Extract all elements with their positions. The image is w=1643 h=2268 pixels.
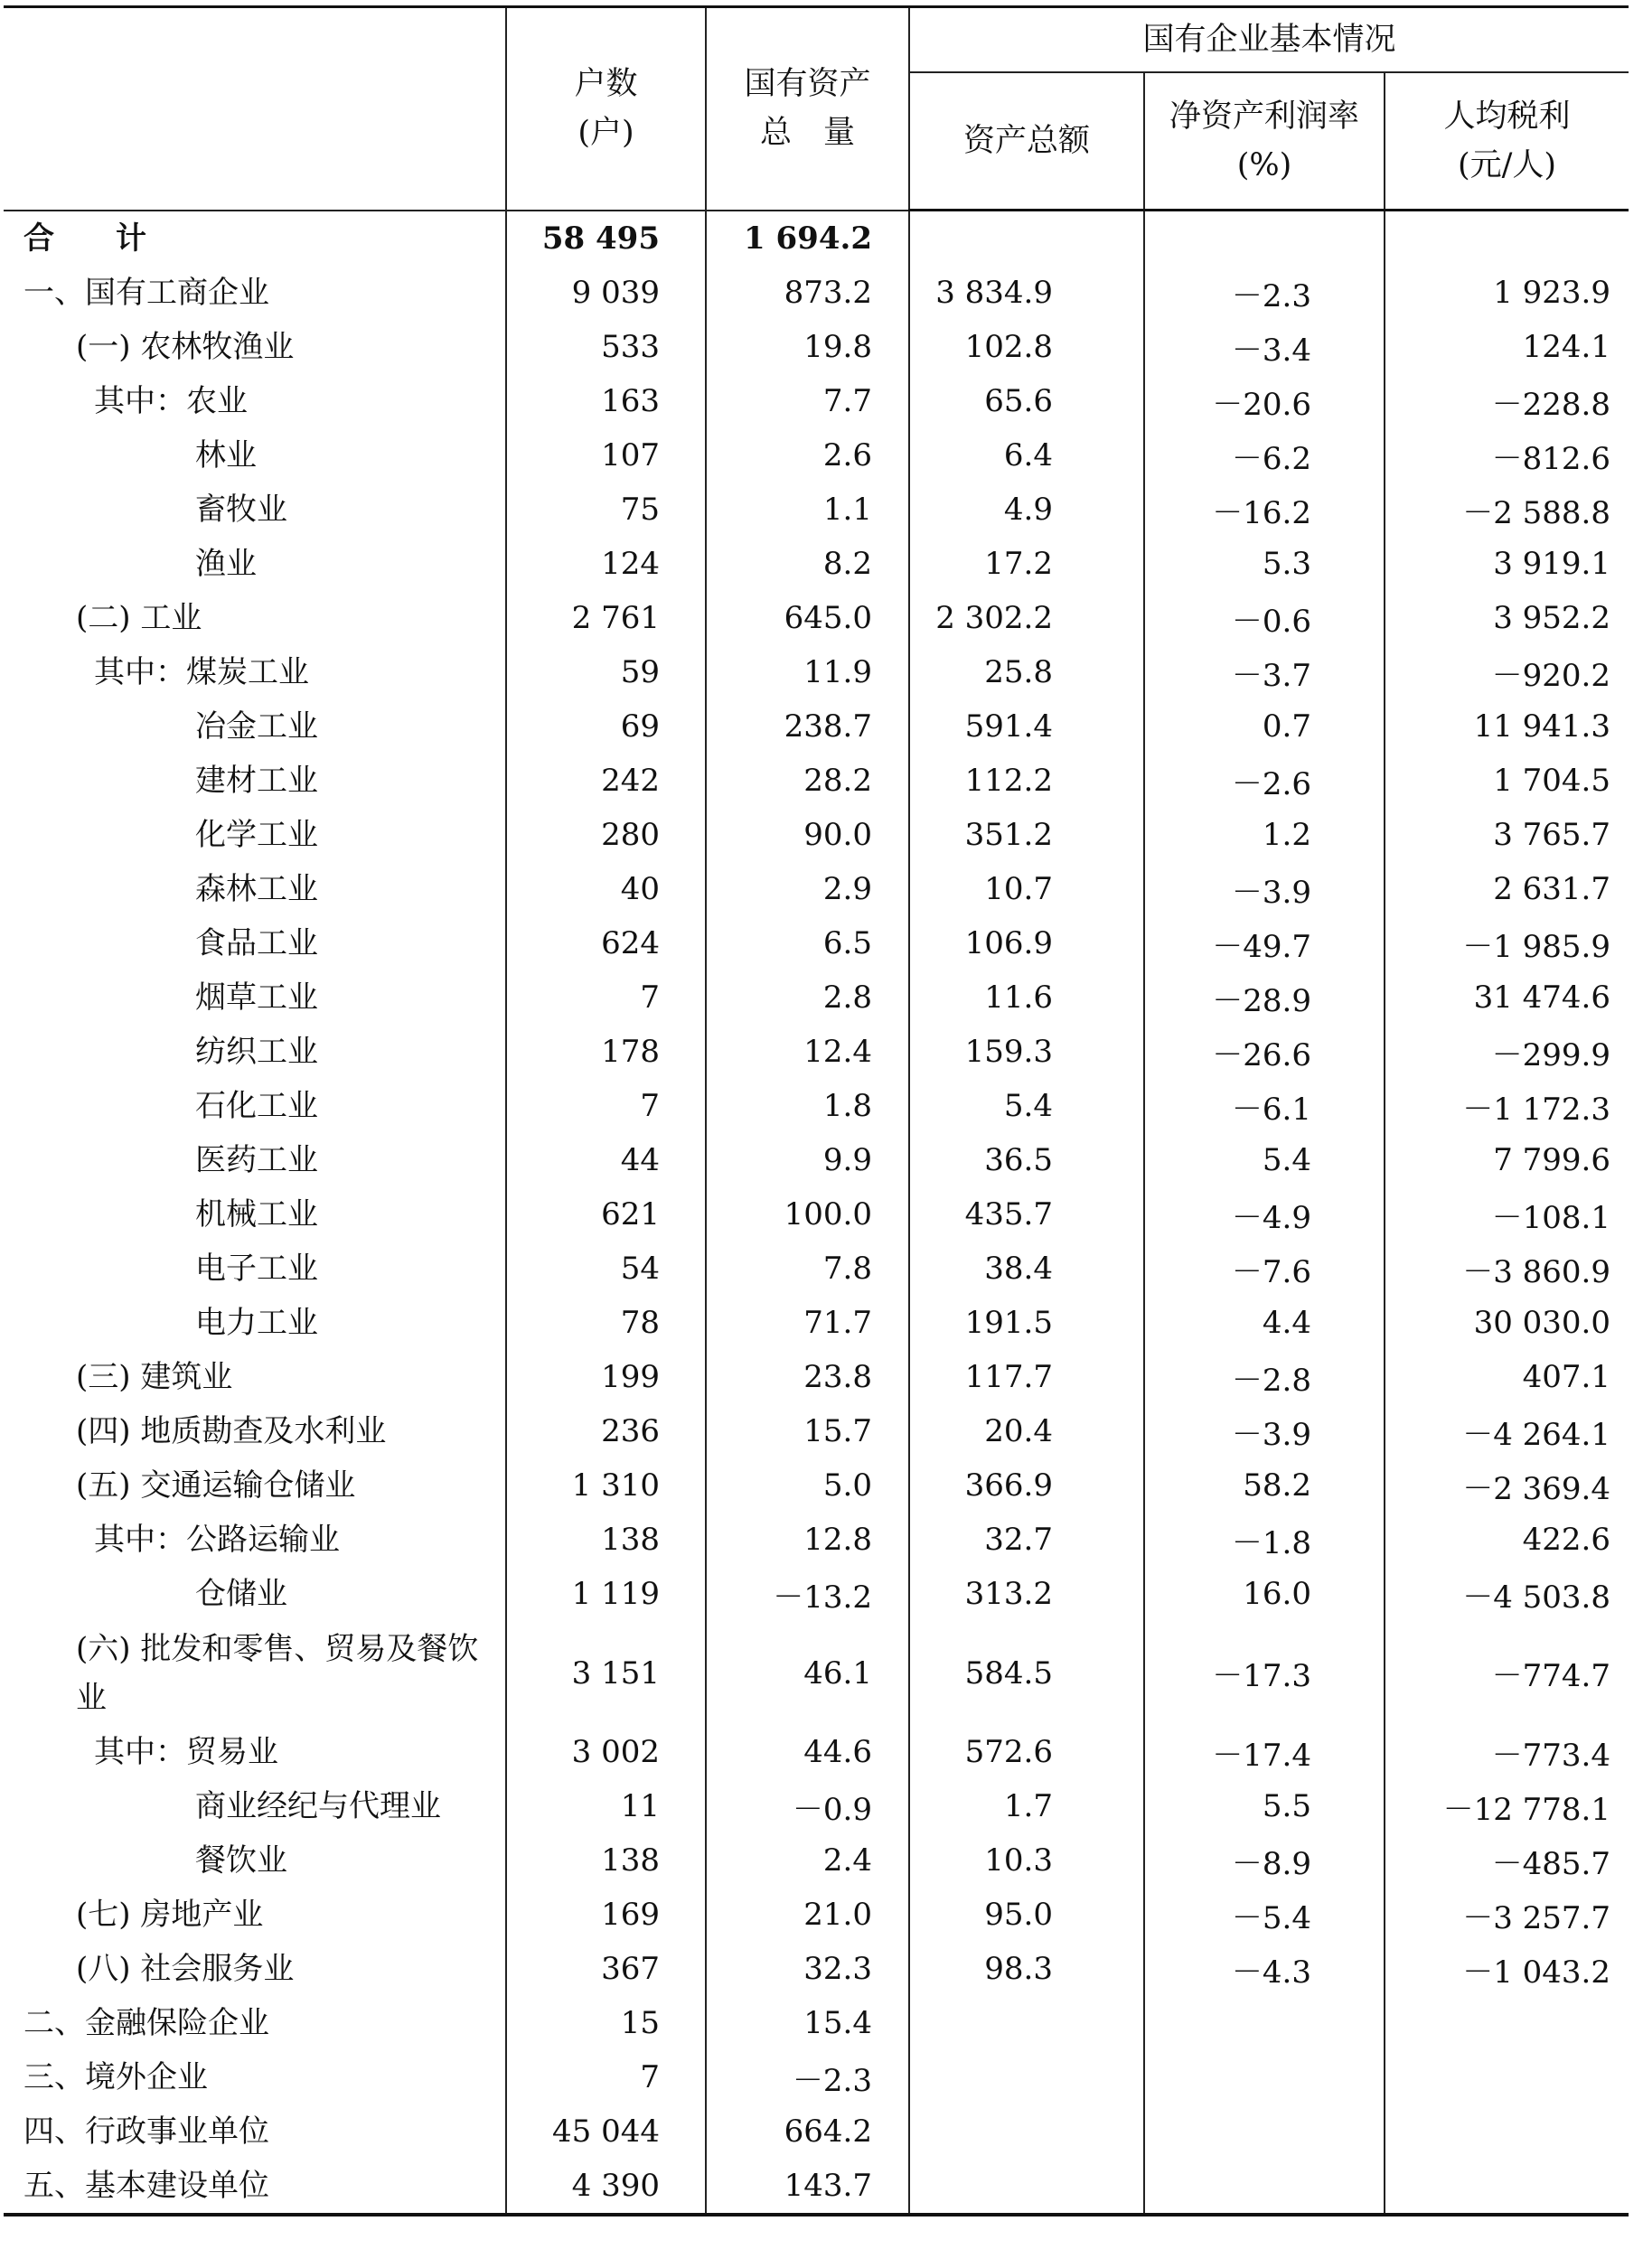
table-row: [4, 537, 1629, 591]
row-profit-rate: －7.6: [1144, 1242, 1385, 1296]
row-count: 4 390: [506, 2159, 706, 2215]
row-count: 7: [506, 970, 706, 1025]
row-tax-per-capita: [1385, 2050, 1629, 2104]
row-total-assets: [909, 2159, 1144, 2215]
row-label: 电力工业: [4, 1296, 506, 1350]
table-row: [4, 1567, 1629, 1621]
row-label: 商业经纪与代理业: [4, 1779, 506, 1833]
header-enterprise-group: 国有企业基本情况: [909, 7, 1629, 73]
table-row: [4, 645, 1629, 699]
row-label: 石化工业: [4, 1079, 506, 1133]
row-profit-rate: [1144, 2050, 1385, 2104]
row-label: 三、境外企业: [4, 2050, 506, 2104]
row-count: 107: [506, 428, 706, 483]
row-state-assets: 12.4: [706, 1025, 909, 1079]
row-tax-per-capita: 407.1: [1385, 1350, 1629, 1404]
row-label: (四) 地质勘查及水利业: [4, 1404, 506, 1458]
row-state-assets: 7.8: [706, 1242, 909, 1296]
row-tax-per-capita: －3 257.7: [1385, 1888, 1629, 1942]
row-label: 医药工业: [4, 1133, 506, 1187]
row-profit-rate: 58.2: [1144, 1458, 1385, 1513]
row-tax-per-capita: －12 778.1: [1385, 1779, 1629, 1833]
row-total-assets: 102.8: [909, 320, 1144, 374]
row-total-assets: 10.3: [909, 1833, 1144, 1888]
row-count: 169: [506, 1888, 706, 1942]
header-household-count-line1: 户数: [574, 66, 638, 103]
row-state-assets: 11.9: [706, 645, 909, 699]
row-tax-per-capita: －773.4: [1385, 1725, 1629, 1779]
row-tax-per-capita: 1 704.5: [1385, 754, 1629, 808]
header-profit-rate-line1: 净资产利润率: [1169, 98, 1359, 135]
row-tax-per-capita: －1 043.2: [1385, 1942, 1629, 1996]
row-total-assets: 313.2: [909, 1567, 1144, 1621]
row-profit-rate: －2.6: [1144, 754, 1385, 808]
row-count: 59: [506, 645, 706, 699]
table-row: [4, 862, 1629, 916]
row-count: 138: [506, 1833, 706, 1888]
row-state-assets: 9.9: [706, 1133, 909, 1187]
row-tax-per-capita: [1385, 2104, 1629, 2159]
row-tax-per-capita: －4 264.1: [1385, 1404, 1629, 1458]
row-total-assets: 106.9: [909, 916, 1144, 970]
row-label: 烟草工业: [4, 970, 506, 1025]
row-count: 54: [506, 1242, 706, 1296]
table-row: [4, 1779, 1629, 1833]
header-state-assets-total: [706, 7, 909, 211]
row-count: 1 310: [506, 1458, 706, 1513]
header-category-blank: [4, 7, 506, 211]
row-label: (六) 批发和零售、贸易及餐饮业: [4, 1621, 506, 1725]
row-label: 畜牧业: [4, 483, 506, 537]
row-profit-rate: [1144, 2104, 1385, 2159]
table-row: [4, 1079, 1629, 1133]
row-count: 533: [506, 320, 706, 374]
row-label: (一) 农林牧渔业: [4, 320, 506, 374]
table-row: [4, 1350, 1629, 1404]
table-row: [4, 483, 1629, 537]
table-row: [4, 1833, 1629, 1888]
row-total-assets: 159.3: [909, 1025, 1144, 1079]
header-household-count-line2: (户): [577, 115, 634, 152]
row-total-assets: [909, 2104, 1144, 2159]
row-total-assets: 2 302.2: [909, 591, 1144, 645]
table-row: [4, 1942, 1629, 1996]
row-label: 冶金工业: [4, 699, 506, 754]
row-tax-per-capita: －2 588.8: [1385, 483, 1629, 537]
row-tax-per-capita: －1 985.9: [1385, 916, 1629, 970]
row-state-assets: 238.7: [706, 699, 909, 754]
row-label: 其中：煤炭工业: [4, 645, 506, 699]
table-row: [4, 428, 1629, 483]
row-label: (三) 建筑业: [4, 1350, 506, 1404]
row-tax-per-capita: [1385, 211, 1629, 267]
row-state-assets: －0.9: [706, 1779, 909, 1833]
row-profit-rate: －20.6: [1144, 374, 1385, 428]
table-row: [4, 1242, 1629, 1296]
row-label: 林业: [4, 428, 506, 483]
table-row: [4, 320, 1629, 374]
row-total-assets: 4.9: [909, 483, 1144, 537]
row-total-assets: 6.4: [909, 428, 1144, 483]
row-tax-per-capita: －228.8: [1385, 374, 1629, 428]
row-count: 138: [506, 1513, 706, 1567]
header-tax-line1: 人均税利: [1443, 98, 1571, 135]
row-count: 78: [506, 1296, 706, 1350]
row-label: (七) 房地产业: [4, 1888, 506, 1942]
header-tax-line2: (元/人): [1457, 147, 1557, 183]
table-row: [4, 1725, 1629, 1779]
row-state-assets: 8.2: [706, 537, 909, 591]
row-count: 3 002: [506, 1725, 706, 1779]
row-profit-rate: －4.3: [1144, 1942, 1385, 1996]
row-label: 餐饮业: [4, 1833, 506, 1888]
row-label: 其中：农业: [4, 374, 506, 428]
row-count: 15: [506, 1996, 706, 2050]
row-tax-per-capita: 31 474.6: [1385, 970, 1629, 1025]
row-total-assets: 351.2: [909, 808, 1144, 862]
row-label: 四、行政事业单位: [4, 2104, 506, 2159]
header-state-assets-line1: 国有资产: [744, 66, 871, 103]
row-tax-per-capita: －3 860.9: [1385, 1242, 1629, 1296]
row-total-assets: 25.8: [909, 645, 1144, 699]
table-row: [4, 1025, 1629, 1079]
table-row: [4, 266, 1629, 320]
row-state-assets: 1.8: [706, 1079, 909, 1133]
table-row: [4, 970, 1629, 1025]
row-total-assets: [909, 2050, 1144, 2104]
row-state-assets: －13.2: [706, 1567, 909, 1621]
row-tax-per-capita: －2 369.4: [1385, 1458, 1629, 1513]
row-label: 渔业: [4, 537, 506, 591]
row-label: 其中：贸易业: [4, 1725, 506, 1779]
row-total-assets: 572.6: [909, 1725, 1144, 1779]
row-total-assets: 366.9: [909, 1458, 1144, 1513]
table-row: [4, 1404, 1629, 1458]
row-profit-rate: －26.6: [1144, 1025, 1385, 1079]
table-row: [4, 2159, 1629, 2215]
row-total-assets: 1.7: [909, 1779, 1144, 1833]
row-count: 236: [506, 1404, 706, 1458]
row-label: 机械工业: [4, 1187, 506, 1242]
row-state-assets: 12.8: [706, 1513, 909, 1567]
row-label: 二、金融保险企业: [4, 1996, 506, 2050]
row-count: 7: [506, 2050, 706, 2104]
row-profit-rate: －2.8: [1144, 1350, 1385, 1404]
row-state-assets: 71.7: [706, 1296, 909, 1350]
row-total-assets: 584.5: [909, 1621, 1144, 1725]
row-profit-rate: －17.4: [1144, 1725, 1385, 1779]
row-state-assets: 1.1: [706, 483, 909, 537]
table-body: [4, 211, 1629, 2216]
row-total-assets: 17.2: [909, 537, 1144, 591]
row-total-assets: 95.0: [909, 1888, 1144, 1942]
row-count: 2 761: [506, 591, 706, 645]
row-state-assets: 44.6: [706, 1725, 909, 1779]
row-count: 124: [506, 537, 706, 591]
row-total-assets: 3 834.9: [909, 266, 1144, 320]
table-row: [4, 916, 1629, 970]
row-tax-per-capita: －1 172.3: [1385, 1079, 1629, 1133]
row-count: 178: [506, 1025, 706, 1079]
table-row: [4, 2050, 1629, 2104]
row-tax-per-capita: 124.1: [1385, 320, 1629, 374]
row-profit-rate: 1.2: [1144, 808, 1385, 862]
row-profit-rate: －3.9: [1144, 862, 1385, 916]
state-assets-table: [4, 5, 1629, 2216]
row-profit-rate: －3.4: [1144, 320, 1385, 374]
row-state-assets: 32.3: [706, 1942, 909, 1996]
row-total-assets: 10.7: [909, 862, 1144, 916]
row-state-assets: －2.3: [706, 2050, 909, 2104]
row-label: 纺织工业: [4, 1025, 506, 1079]
row-profit-rate: －2.3: [1144, 266, 1385, 320]
table-row: [4, 1458, 1629, 1513]
row-state-assets: 143.7: [706, 2159, 909, 2215]
row-label: 化学工业: [4, 808, 506, 862]
row-label: 电子工业: [4, 1242, 506, 1296]
row-tax-per-capita: －485.7: [1385, 1833, 1629, 1888]
row-profit-rate: －3.7: [1144, 645, 1385, 699]
row-count: 163: [506, 374, 706, 428]
row-label: 五、基本建设单位: [4, 2159, 506, 2215]
row-profit-rate: 5.4: [1144, 1133, 1385, 1187]
row-total-assets: 98.3: [909, 1942, 1144, 1996]
table-row: [4, 1133, 1629, 1187]
row-count: 3 151: [506, 1621, 706, 1725]
table-row: [4, 1513, 1629, 1567]
row-tax-per-capita: [1385, 2159, 1629, 2215]
row-count: 11: [506, 1779, 706, 1833]
table-row: [4, 2104, 1629, 2159]
row-total-assets: 112.2: [909, 754, 1144, 808]
row-tax-per-capita: －108.1: [1385, 1187, 1629, 1242]
table-row: [4, 591, 1629, 645]
row-state-assets: 5.0: [706, 1458, 909, 1513]
row-total-assets: 65.6: [909, 374, 1144, 428]
row-count: 242: [506, 754, 706, 808]
row-count: 44: [506, 1133, 706, 1187]
row-state-assets: 15.7: [706, 1404, 909, 1458]
row-total-assets: [909, 211, 1144, 267]
row-tax-per-capita: 11 941.3: [1385, 699, 1629, 754]
row-count: 199: [506, 1350, 706, 1404]
row-tax-per-capita: －920.2: [1385, 645, 1629, 699]
row-profit-rate: 4.4: [1144, 1296, 1385, 1350]
row-state-assets: 46.1: [706, 1621, 909, 1725]
row-state-assets: 7.7: [706, 374, 909, 428]
row-tax-per-capita: －812.6: [1385, 428, 1629, 483]
row-profit-rate: [1144, 2159, 1385, 2215]
row-profit-rate: －1.8: [1144, 1513, 1385, 1567]
header-household-count: [506, 7, 706, 211]
row-state-assets: 19.8: [706, 320, 909, 374]
row-tax-per-capita: －299.9: [1385, 1025, 1629, 1079]
row-count: 1 119: [506, 1567, 706, 1621]
row-state-assets: 23.8: [706, 1350, 909, 1404]
row-label: 食品工业: [4, 916, 506, 970]
row-total-assets: 38.4: [909, 1242, 1144, 1296]
table-row: [4, 1996, 1629, 2050]
row-tax-per-capita: －4 503.8: [1385, 1567, 1629, 1621]
table-header: [4, 7, 1629, 211]
row-profit-rate: [1144, 1996, 1385, 2050]
row-profit-rate: 5.5: [1144, 1779, 1385, 1833]
row-label: 建材工业: [4, 754, 506, 808]
row-total-assets: 591.4: [909, 699, 1144, 754]
row-count: 7: [506, 1079, 706, 1133]
row-state-assets: 15.4: [706, 1996, 909, 2050]
header-state-assets-line2: 总 量: [759, 115, 855, 152]
row-count: 58 495: [506, 211, 706, 267]
row-label: (八) 社会服务业: [4, 1942, 506, 1996]
row-profit-rate: －28.9: [1144, 970, 1385, 1025]
row-state-assets: 2.8: [706, 970, 909, 1025]
row-total-assets: 32.7: [909, 1513, 1144, 1567]
row-profit-rate: －4.9: [1144, 1187, 1385, 1242]
row-profit-rate: －6.2: [1144, 428, 1385, 483]
row-label: (五) 交通运输仓储业: [4, 1458, 506, 1513]
row-count: 624: [506, 916, 706, 970]
table-row: [4, 1296, 1629, 1350]
row-state-assets: 6.5: [706, 916, 909, 970]
row-profit-rate: 16.0: [1144, 1567, 1385, 1621]
table-row: [4, 1621, 1629, 1725]
table-row: [4, 1187, 1629, 1242]
row-profit-rate: －17.3: [1144, 1621, 1385, 1725]
row-count: 621: [506, 1187, 706, 1242]
row-tax-per-capita: 30 030.0: [1385, 1296, 1629, 1350]
row-tax-per-capita: 7 799.6: [1385, 1133, 1629, 1187]
header-profit-rate: [1144, 72, 1385, 211]
row-total-assets: 5.4: [909, 1079, 1144, 1133]
row-tax-per-capita: 422.6: [1385, 1513, 1629, 1567]
table-row: [4, 808, 1629, 862]
row-state-assets: 2.9: [706, 862, 909, 916]
row-profit-rate: [1144, 211, 1385, 267]
row-profit-rate: －5.4: [1144, 1888, 1385, 1942]
row-profit-rate: －16.2: [1144, 483, 1385, 537]
row-count: 75: [506, 483, 706, 537]
row-count: 40: [506, 862, 706, 916]
row-tax-per-capita: 3 765.7: [1385, 808, 1629, 862]
row-state-assets: 21.0: [706, 1888, 909, 1942]
row-tax-per-capita: 3 952.2: [1385, 591, 1629, 645]
row-label: (二) 工业: [4, 591, 506, 645]
row-state-assets: 100.0: [706, 1187, 909, 1242]
row-tax-per-capita: －774.7: [1385, 1621, 1629, 1725]
header-total-assets: 资产总额: [909, 72, 1144, 211]
row-total-assets: 20.4: [909, 1404, 1144, 1458]
row-count: 367: [506, 1942, 706, 1996]
row-profit-rate: 0.7: [1144, 699, 1385, 754]
row-count: 69: [506, 699, 706, 754]
row-state-assets: 1 694.2: [706, 211, 909, 267]
row-profit-rate: －3.9: [1144, 1404, 1385, 1458]
row-label: 其中：公路运输业: [4, 1513, 506, 1567]
row-total-assets: [909, 1996, 1144, 2050]
header-profit-rate-line2: (%): [1236, 147, 1292, 183]
row-tax-per-capita: [1385, 1996, 1629, 2050]
row-total-assets: 191.5: [909, 1296, 1144, 1350]
row-label: 一、国有工商企业: [4, 266, 506, 320]
row-state-assets: 90.0: [706, 808, 909, 862]
row-tax-per-capita: 3 919.1: [1385, 537, 1629, 591]
row-state-assets: 2.4: [706, 1833, 909, 1888]
table-row: [4, 1888, 1629, 1942]
row-state-assets: 2.6: [706, 428, 909, 483]
row-count: 280: [506, 808, 706, 862]
row-total-assets: 11.6: [909, 970, 1144, 1025]
row-label: 仓储业: [4, 1567, 506, 1621]
table-row: [4, 754, 1629, 808]
row-count: 9 039: [506, 266, 706, 320]
row-tax-per-capita: 1 923.9: [1385, 266, 1629, 320]
row-profit-rate: －0.6: [1144, 591, 1385, 645]
row-state-assets: 645.0: [706, 591, 909, 645]
row-state-assets: 664.2: [706, 2104, 909, 2159]
row-profit-rate: 5.3: [1144, 537, 1385, 591]
row-profit-rate: －8.9: [1144, 1833, 1385, 1888]
row-label: 合 计: [4, 211, 506, 267]
row-total-assets: 117.7: [909, 1350, 1144, 1404]
table-row: [4, 211, 1629, 267]
row-profit-rate: －6.1: [1144, 1079, 1385, 1133]
header-tax-per-capita: [1385, 72, 1629, 211]
row-total-assets: 435.7: [909, 1187, 1144, 1242]
row-state-assets: 28.2: [706, 754, 909, 808]
row-profit-rate: －49.7: [1144, 916, 1385, 970]
row-total-assets: 36.5: [909, 1133, 1144, 1187]
row-tax-per-capita: 2 631.7: [1385, 862, 1629, 916]
table-row: [4, 374, 1629, 428]
row-state-assets: 873.2: [706, 266, 909, 320]
table-row: [4, 699, 1629, 754]
row-count: 45 044: [506, 2104, 706, 2159]
row-label: 森林工业: [4, 862, 506, 916]
